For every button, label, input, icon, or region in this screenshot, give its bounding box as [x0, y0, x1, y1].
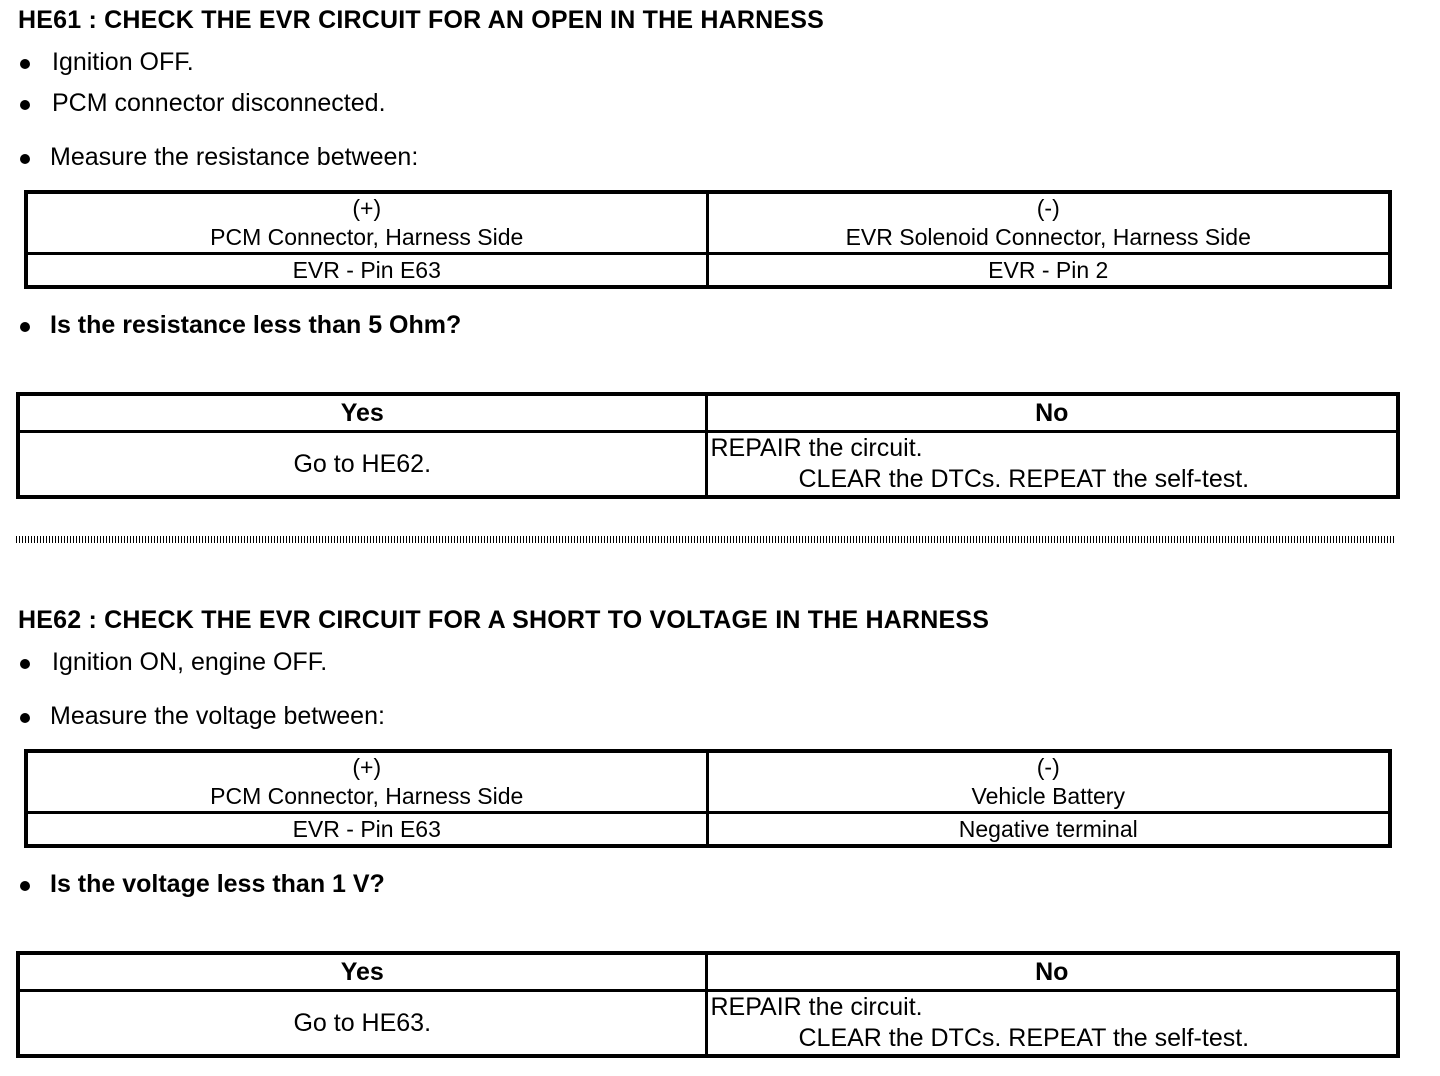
bullet-item — [20, 48, 620, 78]
answer-table-he62 — [16, 951, 1400, 1058]
bullet-text: PCM connector disconnected. — [52, 89, 386, 117]
plus-value-cell: EVR - Pin E63 — [26, 254, 707, 288]
no-header: No — [706, 953, 1398, 991]
question-text: Is the voltage less than 1 V? — [50, 870, 385, 898]
no-header: No — [706, 394, 1398, 432]
bullet-dot-icon — [20, 881, 30, 891]
section-title-he61: HE61 : CHECK THE EVR CIRCUIT FOR AN OPEN IN THE HARNESS — [18, 6, 824, 34]
minus-header-cell — [707, 751, 1390, 813]
yes-action: Go to HE62. — [18, 432, 706, 498]
bullet-dot-icon — [20, 322, 30, 332]
no-action-line2: CLEAR the DTCs. REPEAT the self-test. — [798, 1024, 1250, 1052]
minus-label: EVR Solenoid Connector, Harness Side — [845, 224, 1251, 250]
bullet-text: Ignition OFF. — [52, 48, 194, 76]
measurement-table-he62 — [24, 749, 1392, 848]
minus-label: Vehicle Battery — [971, 783, 1125, 809]
plus-label: PCM Connector, Harness Side — [210, 783, 524, 809]
bullet-text: Ignition ON, engine OFF. — [52, 648, 328, 676]
minus-value-cell: Negative terminal — [707, 813, 1390, 847]
no-action-line2: CLEAR the DTCs. REPEAT the self-test. — [798, 465, 1250, 493]
plus-symbol: (+) — [352, 754, 382, 780]
bullet-dot-icon — [20, 713, 30, 723]
answer-table-he61 — [16, 392, 1400, 499]
bullet-dot-icon — [20, 659, 30, 669]
plus-header-cell — [26, 751, 707, 813]
question-text: Is the resistance less than 5 Ohm? — [50, 311, 462, 339]
bullet-item — [20, 89, 620, 119]
minus-value-cell: EVR - Pin 2 — [707, 254, 1390, 288]
plus-value-cell: EVR - Pin E63 — [26, 813, 707, 847]
no-action — [706, 432, 1398, 498]
bullet-text: Measure the voltage between: — [50, 702, 385, 730]
bullet-text: Measure the resistance between: — [50, 143, 419, 171]
bullet-dot-icon — [20, 154, 30, 164]
measurement-table-he61 — [24, 190, 1392, 289]
yes-header: Yes — [18, 953, 706, 991]
minus-header-cell — [707, 192, 1390, 254]
no-action — [706, 991, 1398, 1057]
plus-label: PCM Connector, Harness Side — [210, 224, 524, 250]
bullet-dot-icon — [20, 100, 30, 110]
bullet-item — [20, 702, 620, 732]
yes-action: Go to HE63. — [18, 991, 706, 1057]
question-item — [20, 870, 720, 900]
bullet-item — [20, 648, 620, 678]
question-item — [20, 311, 720, 341]
no-action-line1: REPAIR the circuit. — [710, 993, 923, 1021]
bullet-dot-icon — [20, 59, 30, 69]
bullet-item — [20, 143, 620, 173]
plus-header-cell — [26, 192, 707, 254]
section-title-he62: HE62 : CHECK THE EVR CIRCUIT FOR A SHORT TO VOLTAGE IN THE HARNESS — [18, 606, 990, 634]
minus-symbol: (-) — [1036, 754, 1060, 780]
yes-header: Yes — [18, 394, 706, 432]
no-action-line1: REPAIR the circuit. — [710, 434, 923, 462]
section-divider — [16, 536, 1396, 543]
plus-symbol: (+) — [352, 195, 382, 221]
minus-symbol: (-) — [1036, 195, 1060, 221]
